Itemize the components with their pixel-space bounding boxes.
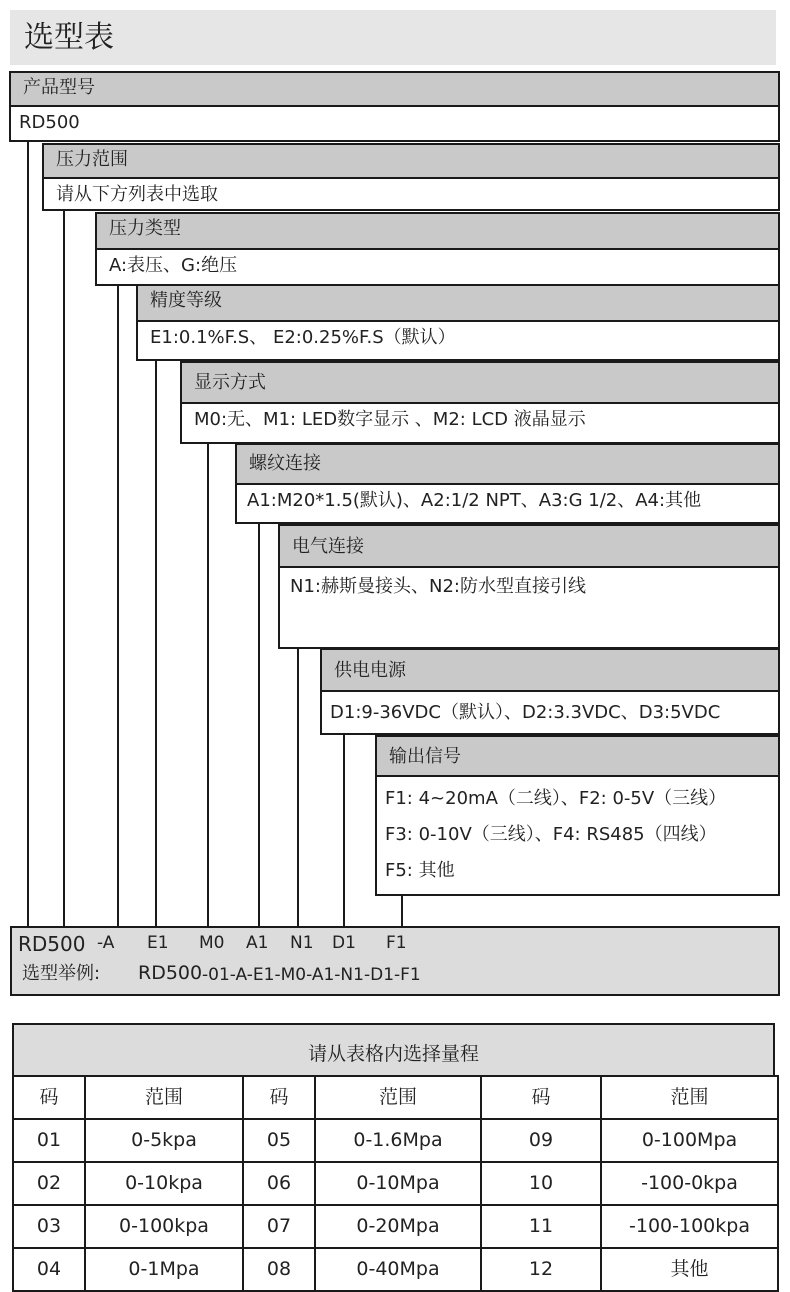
table-cell: -100-100kpa [601, 1205, 778, 1248]
output-box [375, 775, 780, 896]
col-header-code: 码 [481, 1076, 601, 1119]
code-model: RD500 [18, 932, 86, 956]
table-cell: 0-100Mpa [601, 1119, 778, 1162]
connector-thread [258, 522, 260, 928]
thread-value: A1:M20*1.5(默认)、A2:1/2 NPT、A3:G 1/2、A4:其他 [235, 483, 780, 524]
power-value: D1:9-36VDC（默认）、D2:3.3VDC、D3:5VDC [320, 690, 780, 735]
table-cell: 02 [13, 1162, 85, 1205]
code-output: F1 [386, 933, 407, 953]
table-cell: 06 [243, 1162, 315, 1205]
col-header-range: 范围 [601, 1076, 778, 1119]
table-cell: 0-1.6Mpa [315, 1119, 481, 1162]
table-cell: 04 [13, 1248, 85, 1291]
title-bar [10, 10, 776, 65]
accuracy-value: E1:0.1%F.S、 E2:0.25%F.S（默认） [136, 320, 780, 361]
page-title: 选型表 [24, 20, 114, 55]
display-header: 显示方式 [180, 361, 780, 402]
pressure-range-value: 请从下方列表中选取 [42, 177, 780, 211]
electrical-value: N1:赫斯曼接头、N2:防水型直接引线 [278, 566, 780, 649]
table-cell: 03 [13, 1205, 85, 1248]
display-value: M0:无、M1: LED数字显示 、M2: LCD 液晶显示 [180, 402, 780, 444]
table-cell: 0-100kpa [85, 1205, 243, 1248]
col-header-code: 码 [243, 1076, 315, 1119]
thread-header: 螺纹连接 [235, 443, 780, 483]
connector-electrical [297, 647, 299, 928]
col-header-code: 码 [13, 1076, 85, 1119]
connector-power [343, 733, 345, 928]
connector-display [207, 442, 209, 928]
table-cell: 0-40Mpa [315, 1248, 481, 1291]
table-row [13, 1205, 778, 1248]
table-cell: 11 [481, 1205, 601, 1248]
table-cell: 0-10kpa [85, 1162, 243, 1205]
code-display: M0 [199, 933, 225, 953]
table-cell: 12 [481, 1248, 601, 1291]
table-cell: 其他 [601, 1248, 778, 1291]
code-power: D1 [332, 933, 356, 953]
output-line-3: F5: 其他 [385, 860, 455, 881]
table-cell: 0-10Mpa [315, 1162, 481, 1205]
code-accuracy: E1 [147, 933, 169, 953]
connector-model [27, 140, 29, 928]
model-value: RD500 [9, 105, 780, 142]
output-line-2: F3: 0-10V（三线）、F4: RS485（四线） [385, 824, 717, 845]
table-cell: 05 [243, 1119, 315, 1162]
table-cell: 0-5kpa [85, 1119, 243, 1162]
table-cell: -100-0kpa [601, 1162, 778, 1205]
table-cell: 08 [243, 1248, 315, 1291]
power-header: 供电电源 [320, 648, 780, 690]
table-cell: 07 [243, 1205, 315, 1248]
col-header-range: 范围 [315, 1076, 481, 1119]
table-cell: 01 [13, 1119, 85, 1162]
table-cell: 09 [481, 1119, 601, 1162]
accuracy-header: 精度等级 [136, 284, 780, 320]
code-type: -A [97, 933, 115, 953]
table-row [13, 1248, 778, 1291]
code-thread: A1 [246, 933, 269, 953]
range-table-caption: 请从表格内选择量程 [12, 1023, 775, 1075]
pressure-type-header: 压力类型 [95, 212, 780, 248]
table-cell: 10 [481, 1162, 601, 1205]
code-electrical: N1 [290, 933, 314, 953]
table-row [13, 1162, 778, 1205]
example-suffix: -01-A-E1-M0-A1-N1-D1-F1 [202, 965, 421, 985]
model-header: 产品型号 [9, 71, 780, 105]
col-header-range: 范围 [85, 1076, 243, 1119]
connector-pressure-type [117, 284, 119, 928]
table-cell: 0-20Mpa [315, 1205, 481, 1248]
output-line-1: F1: 4~20mA（二线）、F2: 0-5V（三线） [385, 788, 727, 809]
table-row [13, 1119, 778, 1162]
table-header-row [13, 1076, 778, 1119]
connector-output [401, 895, 403, 928]
table-cell: 0-1Mpa [85, 1248, 243, 1291]
output-header: 输出信号 [375, 735, 780, 775]
connector-pressure-range [63, 209, 65, 928]
electrical-header: 电气连接 [278, 524, 780, 566]
connector-accuracy [155, 359, 157, 928]
pressure-range-header: 压力范围 [42, 143, 780, 177]
pressure-type-value: A:表压、G:绝压 [95, 248, 780, 286]
example-label: 选型举例: [22, 963, 101, 984]
example-model: RD500 [138, 962, 203, 984]
range-table [12, 1075, 779, 1292]
